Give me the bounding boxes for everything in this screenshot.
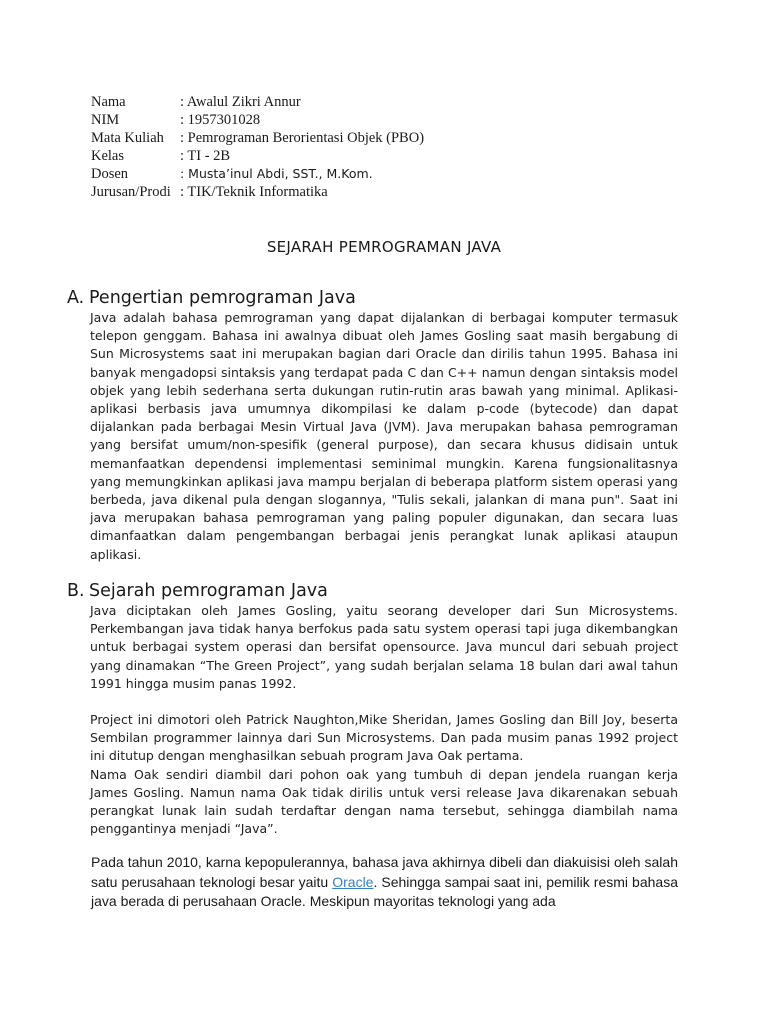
info-value: : TIK/Teknik Informatika [180,184,328,200]
paragraph-gap [67,693,678,711]
section-b-letter: B. [67,581,85,601]
info-label: NIM [91,112,120,128]
document-title: SEJARAH PEMROGRAMAN JAVA [266,238,502,256]
info-value: : Pemrograman Berorientasi Objek (PBO) [180,130,425,146]
section-a [67,287,678,564]
section-b [67,580,678,838]
section-b-paragraph-1: Java diciptakan oleh James Gosling, yaitu seorang developer dari Sun Microsystems. Perkembangan java tidak hanya berfokus pada satu system operasi tapi juga dikembangkan untuk berbagai system operasi dan bersifat opensource. Java muncul dari sebuah project yang dinamakan “The Green Project”, yang sudah berjalan selama 18 bulan dari awal tahun 1991 hingga musim panas 1992. [90,603,678,691]
section-a-letter: A. [67,288,85,308]
info-row-kelas [91,147,424,165]
section-b-paragraph-3: Nama Oak sendiri diambil dari pohon oak yang tumbuh di depan jendela ruangan kerja James Gosling. Namun nama Oak tidak dirilis untuk versi release Java dikarenakan sebuah perangkat lunak lain sudah terdaftar dengan nama tersebut, sehingga diambilah nama penggantinya menjadi “Java”. [90,766,678,837]
paragraph-4-text-end: . Sehingga sampai saat ini, pemilik resmi bahasa java berada di perusahaan Oracle. Meskipun mayoritas teknologi yang ada [91,873,678,909]
info-row-mata-kuliah [91,129,424,147]
info-label: Nama [91,94,126,110]
section-a-paragraph: Java adalah bahasa pemrograman yang dapat dijalankan di berbagai komputer termasuk telepon genggam. Bahasa ini awalnya dibuat oleh James Gosling saat masih bergabung di Sun Microsystems saat ini merupakan bagian dari Oracle dan dirilis tahun 1995. Bahasa ini banyak mengadopsi sintaksis yang terdapat pada C dan C++ namun dengan sintaksis model objek yang lebih sederhana serta dukungan rutin-rutin aras bawah yang minimal. Aplikasi-aplikasi berbasis java umumnya dikompilasi ke dalam p-code (bytecode) dan dapat dijalankan pada berbagai Mesin Virtual Java (JVM). Java merupakan bahasa pemrograman yang bersifat umum/non-spesifik (general purpose), dan secara khusus didisain untuk memanfaatkan dependensi implementasi seminimal mungkin. Karena fungsionalitasnya yang memungkinkan aplikasi java mampu berjalan di beberapa platform sistem operasi yang berbeda, java dikenal pula dengan slogannya, "Tulis sekali, jalankan di mana pun". Saat ini java merupakan bahasa pemrograman yang paling populer digunakan, dan secara luas dimanfaatkan dalam pengembangan berbagai jenis perangkat lunak aplikasi ataupun aplikasi. [90,310,678,562]
info-row-nim [91,111,424,129]
oracle-link[interactable]: Oracle [332,873,374,890]
info-label: Jurusan/Prodi [91,184,171,200]
student-info-table [91,93,424,201]
info-row-dosen [91,165,424,183]
section-b-title: Sejarah pemrograman Java [89,581,328,601]
section-b-paragraph-4 [91,853,678,912]
info-row-nama [91,93,424,111]
info-label: Kelas [91,148,125,164]
section-b-heading [67,580,678,602]
section-b-paragraph-2: Project ini dimotori oleh Patrick Naughton,Mike Sheridan, James Gosling dan Bill Joy, beserta Sembilan programmer lainnya dari Sun Microsystems. Dan pada musim panas 1992 project ini ditutup dengan menghasilkan sebuah program Java Oak pertama. [90,712,678,764]
section-a-title: Pengertian pemrograman Java [89,288,356,308]
info-value: : Awalul Zikri Annur [180,94,301,110]
info-value: : TI - 2B [180,148,231,164]
info-value: : 1957301028 [180,112,261,128]
info-value: : Musta’inul Abdi, SST., M.Kom. [180,166,373,181]
info-label: Dosen [91,166,129,182]
section-a-heading [67,287,678,309]
info-label: Mata Kuliah [91,130,164,146]
paragraph-4-text-start: Pada tahun 2010, karna kepopulerannya, bahasa java akhirnya dibeli dan diakuisisi oleh salah satu perusahaan teknologi besar yaitu [91,854,678,890]
info-row-jurusan [91,183,424,201]
